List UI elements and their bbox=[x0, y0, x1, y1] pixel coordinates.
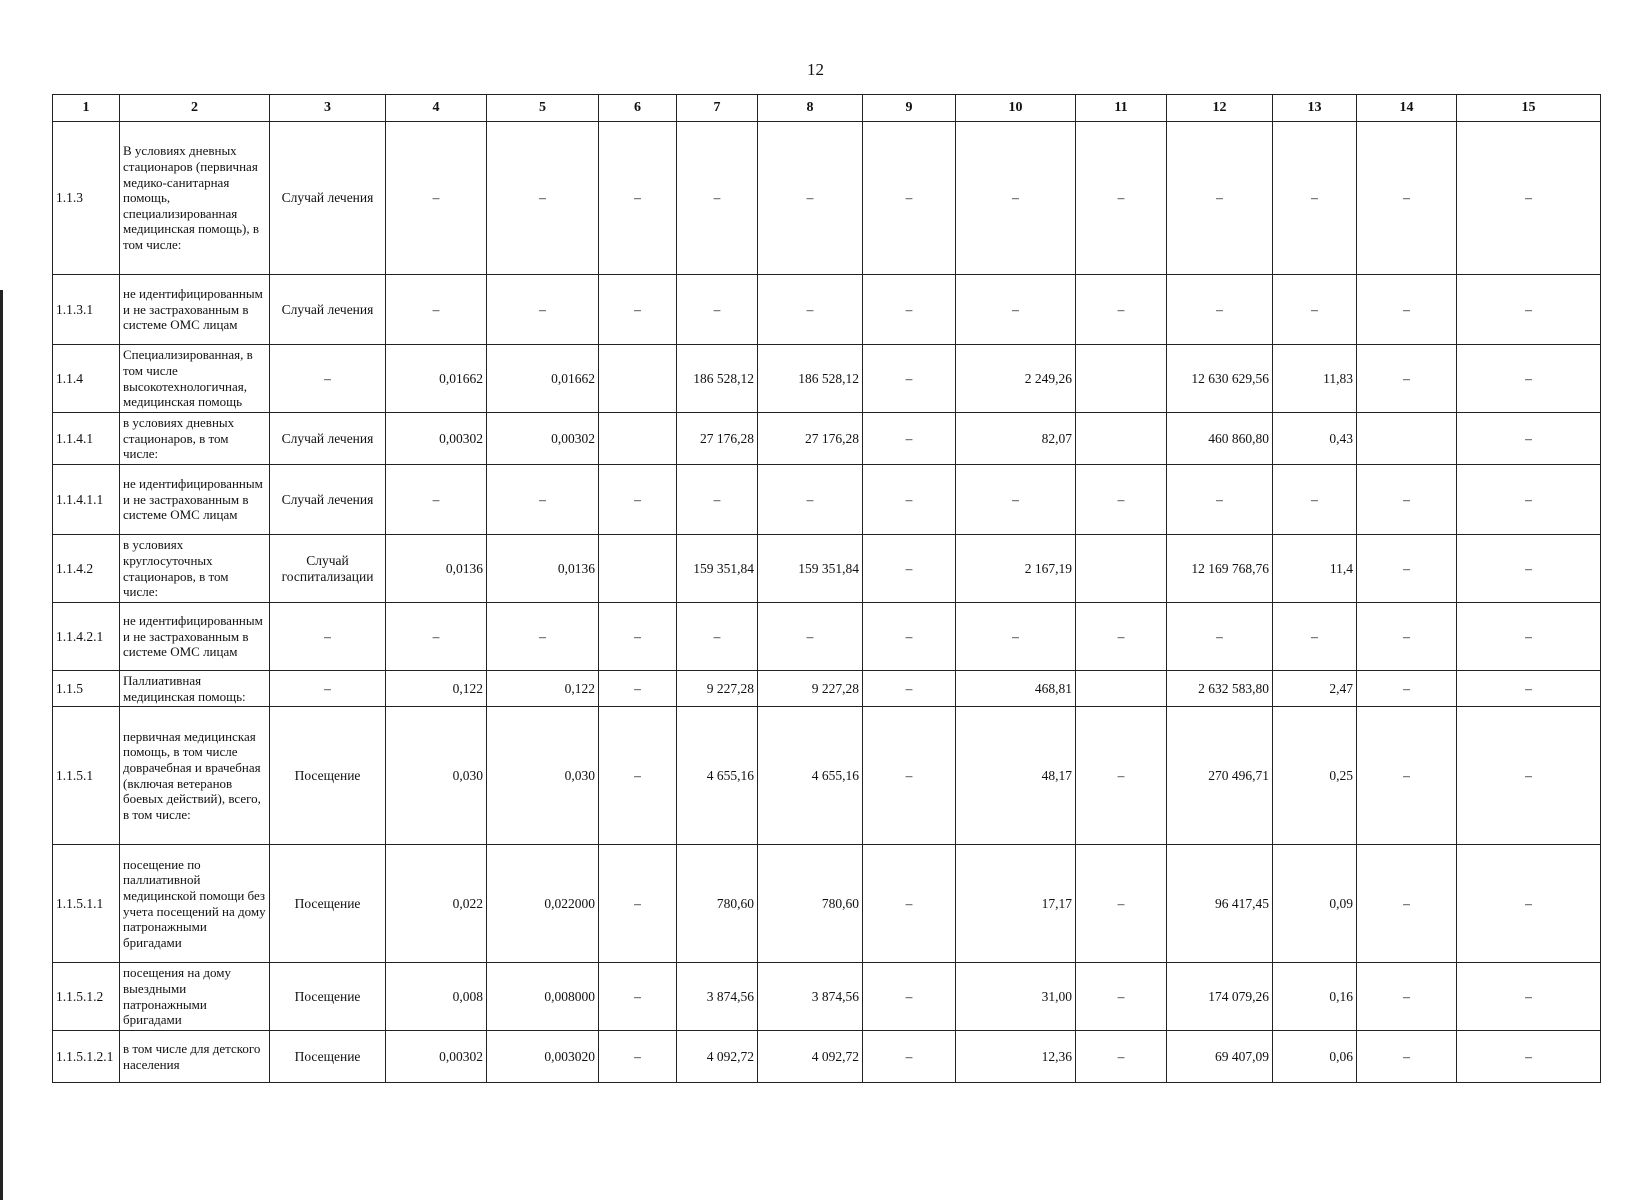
cell-col-9: – bbox=[863, 535, 956, 603]
cell-col-7: 4 092,72 bbox=[677, 1031, 758, 1083]
cell-col-10: 2 167,19 bbox=[956, 535, 1076, 603]
cell-col-15: – bbox=[1457, 671, 1601, 707]
header-cell-3: 3 bbox=[270, 95, 386, 122]
cell-col-2: в том числе для детского населения bbox=[120, 1031, 270, 1083]
cell-col-10: – bbox=[956, 275, 1076, 345]
cell-col-9: – bbox=[863, 963, 956, 1031]
cell-col-13: – bbox=[1273, 122, 1357, 275]
header-cell-15: 15 bbox=[1457, 95, 1601, 122]
cell-col-12: – bbox=[1167, 465, 1273, 535]
cell-col-12: 174 079,26 bbox=[1167, 963, 1273, 1031]
header-cell-11: 11 bbox=[1076, 95, 1167, 122]
header-cell-9: 9 bbox=[863, 95, 956, 122]
cell-col-7: – bbox=[677, 122, 758, 275]
cell-col-2: посещение по паллиативной медицинской помощи без учета посещений на дому патронажными бригадами bbox=[120, 845, 270, 963]
cell-col-15: – bbox=[1457, 345, 1601, 413]
cell-col-3: Посещение bbox=[270, 1031, 386, 1083]
cell-col-5: – bbox=[487, 275, 599, 345]
cell-col-11 bbox=[1076, 413, 1167, 465]
cell-col-10: 31,00 bbox=[956, 963, 1076, 1031]
cell-col-15: – bbox=[1457, 1031, 1601, 1083]
cell-col-8: 186 528,12 bbox=[758, 345, 863, 413]
header-row bbox=[53, 95, 1601, 122]
cell-col-10: 48,17 bbox=[956, 707, 1076, 845]
cell-col-5: 0,022000 bbox=[487, 845, 599, 963]
cell-col-10: – bbox=[956, 122, 1076, 275]
header-cell-14: 14 bbox=[1357, 95, 1457, 122]
cell-col-12: – bbox=[1167, 603, 1273, 671]
cell-col-7: 9 227,28 bbox=[677, 671, 758, 707]
cell-col-10: 82,07 bbox=[956, 413, 1076, 465]
table-row bbox=[53, 603, 1601, 671]
cell-col-12: 96 417,45 bbox=[1167, 845, 1273, 963]
cell-col-15: – bbox=[1457, 603, 1601, 671]
cell-col-11 bbox=[1076, 535, 1167, 603]
header-cell-5: 5 bbox=[487, 95, 599, 122]
cell-col-11: – bbox=[1076, 465, 1167, 535]
cell-col-9: – bbox=[863, 707, 956, 845]
cell-col-12: – bbox=[1167, 275, 1273, 345]
cell-col-13: 2,47 bbox=[1273, 671, 1357, 707]
cell-col-9: – bbox=[863, 345, 956, 413]
cell-col-1: 1.1.3 bbox=[53, 122, 120, 275]
cell-col-5: 0,003020 bbox=[487, 1031, 599, 1083]
cell-col-4: 0,008 bbox=[386, 963, 487, 1031]
header-cell-1: 1 bbox=[53, 95, 120, 122]
cell-col-5: 0,030 bbox=[487, 707, 599, 845]
cell-col-4: 0,00302 bbox=[386, 1031, 487, 1083]
cell-col-8: 780,60 bbox=[758, 845, 863, 963]
cell-col-8: 9 227,28 bbox=[758, 671, 863, 707]
cell-col-14: – bbox=[1357, 963, 1457, 1031]
cell-col-3: – bbox=[270, 345, 386, 413]
cell-col-2: в условиях круглосуточных стационаров, в том числе: bbox=[120, 535, 270, 603]
cell-col-7: 4 655,16 bbox=[677, 707, 758, 845]
table-row bbox=[53, 122, 1601, 275]
cell-col-5: 0,008000 bbox=[487, 963, 599, 1031]
cell-col-14: – bbox=[1357, 845, 1457, 963]
cell-col-6 bbox=[599, 345, 677, 413]
cell-col-6: – bbox=[599, 1031, 677, 1083]
cell-col-4: 0,030 bbox=[386, 707, 487, 845]
cell-col-6 bbox=[599, 535, 677, 603]
cell-col-1: 1.1.4.2 bbox=[53, 535, 120, 603]
cell-col-3: Случай лечения bbox=[270, 465, 386, 535]
cell-col-6: – bbox=[599, 707, 677, 845]
cell-col-15: – bbox=[1457, 413, 1601, 465]
cell-col-13: – bbox=[1273, 603, 1357, 671]
table-row bbox=[53, 707, 1601, 845]
cell-col-2: не идентифицированным и не застрахованным в системе ОМС лицам bbox=[120, 275, 270, 345]
cell-col-4: 0,01662 bbox=[386, 345, 487, 413]
header-cell-6: 6 bbox=[599, 95, 677, 122]
cell-col-6: – bbox=[599, 671, 677, 707]
cell-col-6 bbox=[599, 413, 677, 465]
cell-col-13: 0,43 bbox=[1273, 413, 1357, 465]
cell-col-8: – bbox=[758, 465, 863, 535]
cell-col-2: Специализированная, в том числе высокотехнологичная, медицинская помощь bbox=[120, 345, 270, 413]
cell-col-14: – bbox=[1357, 535, 1457, 603]
table-body bbox=[53, 122, 1601, 1083]
cell-col-6: – bbox=[599, 603, 677, 671]
cell-col-4: 0,122 bbox=[386, 671, 487, 707]
cell-col-5: – bbox=[487, 465, 599, 535]
cell-col-6: – bbox=[599, 963, 677, 1031]
cell-col-11: – bbox=[1076, 603, 1167, 671]
cell-col-10: 17,17 bbox=[956, 845, 1076, 963]
table-row bbox=[53, 535, 1601, 603]
cell-col-11: – bbox=[1076, 845, 1167, 963]
cell-col-9: – bbox=[863, 275, 956, 345]
cell-col-4: 0,00302 bbox=[386, 413, 487, 465]
cell-col-5: 0,122 bbox=[487, 671, 599, 707]
cell-col-8: – bbox=[758, 122, 863, 275]
cell-col-8: 3 874,56 bbox=[758, 963, 863, 1031]
cell-col-14: – bbox=[1357, 275, 1457, 345]
table-row bbox=[53, 963, 1601, 1031]
cell-col-2: посещения на дому выездными патронажными бригадами bbox=[120, 963, 270, 1031]
cell-col-11 bbox=[1076, 345, 1167, 413]
cell-col-9: – bbox=[863, 671, 956, 707]
cell-col-3: Посещение bbox=[270, 707, 386, 845]
cell-col-10: – bbox=[956, 603, 1076, 671]
cell-col-12: 2 632 583,80 bbox=[1167, 671, 1273, 707]
cell-col-4: – bbox=[386, 603, 487, 671]
header-cell-7: 7 bbox=[677, 95, 758, 122]
cell-col-4: – bbox=[386, 465, 487, 535]
cell-col-7: 3 874,56 bbox=[677, 963, 758, 1031]
cell-col-15: – bbox=[1457, 275, 1601, 345]
cell-col-8: 4 092,72 bbox=[758, 1031, 863, 1083]
cell-col-3: Случай лечения bbox=[270, 275, 386, 345]
cell-col-9: – bbox=[863, 845, 956, 963]
cell-col-13: – bbox=[1273, 275, 1357, 345]
header-cell-4: 4 bbox=[386, 95, 487, 122]
cell-col-5: 0,00302 bbox=[487, 413, 599, 465]
cell-col-4: 0,0136 bbox=[386, 535, 487, 603]
cell-col-15: – bbox=[1457, 122, 1601, 275]
cell-col-15: – bbox=[1457, 707, 1601, 845]
cell-col-1: 1.1.5.1.2 bbox=[53, 963, 120, 1031]
scan-edge bbox=[0, 290, 3, 1200]
cell-col-3: Случай лечения bbox=[270, 413, 386, 465]
table-row bbox=[53, 465, 1601, 535]
cell-col-4: – bbox=[386, 122, 487, 275]
cell-col-14: – bbox=[1357, 465, 1457, 535]
cell-col-14 bbox=[1357, 413, 1457, 465]
header-cell-10: 10 bbox=[956, 95, 1076, 122]
cell-col-14: – bbox=[1357, 707, 1457, 845]
cell-col-6: – bbox=[599, 122, 677, 275]
cell-col-3: Посещение bbox=[270, 963, 386, 1031]
cell-col-13: 0,25 bbox=[1273, 707, 1357, 845]
cell-col-5: 0,0136 bbox=[487, 535, 599, 603]
cell-col-4: 0,022 bbox=[386, 845, 487, 963]
cell-col-8: 27 176,28 bbox=[758, 413, 863, 465]
cell-col-10: 2 249,26 bbox=[956, 345, 1076, 413]
cell-col-3: – bbox=[270, 671, 386, 707]
cell-col-2: первичная медицинская помощь, в том числе доврачебная и врачебная (включая ветеранов боевых действий), всего, в том числе: bbox=[120, 707, 270, 845]
cell-col-7: 780,60 bbox=[677, 845, 758, 963]
cell-col-15: – bbox=[1457, 535, 1601, 603]
cell-col-2: Паллиативная медицинская помощь: bbox=[120, 671, 270, 707]
cell-col-7: – bbox=[677, 465, 758, 535]
cell-col-14: – bbox=[1357, 1031, 1457, 1083]
cell-col-1: 1.1.5.1 bbox=[53, 707, 120, 845]
cell-col-12: 460 860,80 bbox=[1167, 413, 1273, 465]
cell-col-7: 27 176,28 bbox=[677, 413, 758, 465]
cell-col-1: 1.1.4.2.1 bbox=[53, 603, 120, 671]
cell-col-3: Случай госпитализации bbox=[270, 535, 386, 603]
table-row bbox=[53, 345, 1601, 413]
cell-col-6: – bbox=[599, 275, 677, 345]
cell-col-11: – bbox=[1076, 963, 1167, 1031]
cell-col-13: – bbox=[1273, 465, 1357, 535]
cell-col-1: 1.1.3.1 bbox=[53, 275, 120, 345]
cell-col-13: 0,09 bbox=[1273, 845, 1357, 963]
cell-col-9: – bbox=[863, 603, 956, 671]
cell-col-7: 186 528,12 bbox=[677, 345, 758, 413]
cell-col-5: – bbox=[487, 122, 599, 275]
cell-col-3: Случай лечения bbox=[270, 122, 386, 275]
cell-col-12: 69 407,09 bbox=[1167, 1031, 1273, 1083]
cell-col-14: – bbox=[1357, 122, 1457, 275]
header-cell-12: 12 bbox=[1167, 95, 1273, 122]
cell-col-9: – bbox=[863, 1031, 956, 1083]
header-cell-8: 8 bbox=[758, 95, 863, 122]
cell-col-10: – bbox=[956, 465, 1076, 535]
cell-col-11: – bbox=[1076, 707, 1167, 845]
cell-col-12: – bbox=[1167, 122, 1273, 275]
cell-col-12: 270 496,71 bbox=[1167, 707, 1273, 845]
cell-col-12: 12 169 768,76 bbox=[1167, 535, 1273, 603]
cell-col-11 bbox=[1076, 671, 1167, 707]
cell-col-10: 12,36 bbox=[956, 1031, 1076, 1083]
cell-col-13: 0,16 bbox=[1273, 963, 1357, 1031]
cell-col-11: – bbox=[1076, 1031, 1167, 1083]
cell-col-7: 159 351,84 bbox=[677, 535, 758, 603]
cell-col-13: 11,4 bbox=[1273, 535, 1357, 603]
cell-col-8: – bbox=[758, 275, 863, 345]
table-row bbox=[53, 413, 1601, 465]
cell-col-1: 1.1.5.1.2.1 bbox=[53, 1031, 120, 1083]
data-table bbox=[52, 94, 1601, 1083]
cell-col-14: – bbox=[1357, 345, 1457, 413]
cell-col-11: – bbox=[1076, 275, 1167, 345]
cell-col-8: – bbox=[758, 603, 863, 671]
header-cell-2: 2 bbox=[120, 95, 270, 122]
page-number: 12 bbox=[807, 60, 824, 79]
cell-col-2: не идентифицированным и не застрахованным в системе ОМС лицам bbox=[120, 603, 270, 671]
cell-col-15: – bbox=[1457, 465, 1601, 535]
cell-col-11: – bbox=[1076, 122, 1167, 275]
cell-col-14: – bbox=[1357, 671, 1457, 707]
table-row bbox=[53, 1031, 1601, 1083]
cell-col-7: – bbox=[677, 603, 758, 671]
cell-col-6: – bbox=[599, 465, 677, 535]
cell-col-9: – bbox=[863, 465, 956, 535]
cell-col-2: в условиях дневных стационаров, в том числе: bbox=[120, 413, 270, 465]
table-row bbox=[53, 275, 1601, 345]
cell-col-1: 1.1.4 bbox=[53, 345, 120, 413]
cell-col-13: 11,83 bbox=[1273, 345, 1357, 413]
cell-col-1: 1.1.4.1 bbox=[53, 413, 120, 465]
cell-col-8: 4 655,16 bbox=[758, 707, 863, 845]
cell-col-12: 12 630 629,56 bbox=[1167, 345, 1273, 413]
cell-col-1: 1.1.5.1.1 bbox=[53, 845, 120, 963]
cell-col-10: 468,81 bbox=[956, 671, 1076, 707]
cell-col-6: – bbox=[599, 845, 677, 963]
cell-col-5: – bbox=[487, 603, 599, 671]
cell-col-3: – bbox=[270, 603, 386, 671]
cell-col-2: В условиях дневных стационаров (первичная медико-санитарная помощь, специализированная медицинская помощь), в том числе: bbox=[120, 122, 270, 275]
cell-col-9: – bbox=[863, 122, 956, 275]
cell-col-5: 0,01662 bbox=[487, 345, 599, 413]
table-row bbox=[53, 845, 1601, 963]
cell-col-7: – bbox=[677, 275, 758, 345]
cell-col-15: – bbox=[1457, 963, 1601, 1031]
header-cell-13: 13 bbox=[1273, 95, 1357, 122]
cell-col-9: – bbox=[863, 413, 956, 465]
cell-col-2: не идентифицированным и не застрахованным в системе ОМС лицам bbox=[120, 465, 270, 535]
cell-col-15: – bbox=[1457, 845, 1601, 963]
cell-col-3: Посещение bbox=[270, 845, 386, 963]
cell-col-8: 159 351,84 bbox=[758, 535, 863, 603]
table-row bbox=[53, 671, 1601, 707]
cell-col-1: 1.1.4.1.1 bbox=[53, 465, 120, 535]
cell-col-13: 0,06 bbox=[1273, 1031, 1357, 1083]
cell-col-14: – bbox=[1357, 603, 1457, 671]
cell-col-1: 1.1.5 bbox=[53, 671, 120, 707]
cell-col-4: – bbox=[386, 275, 487, 345]
